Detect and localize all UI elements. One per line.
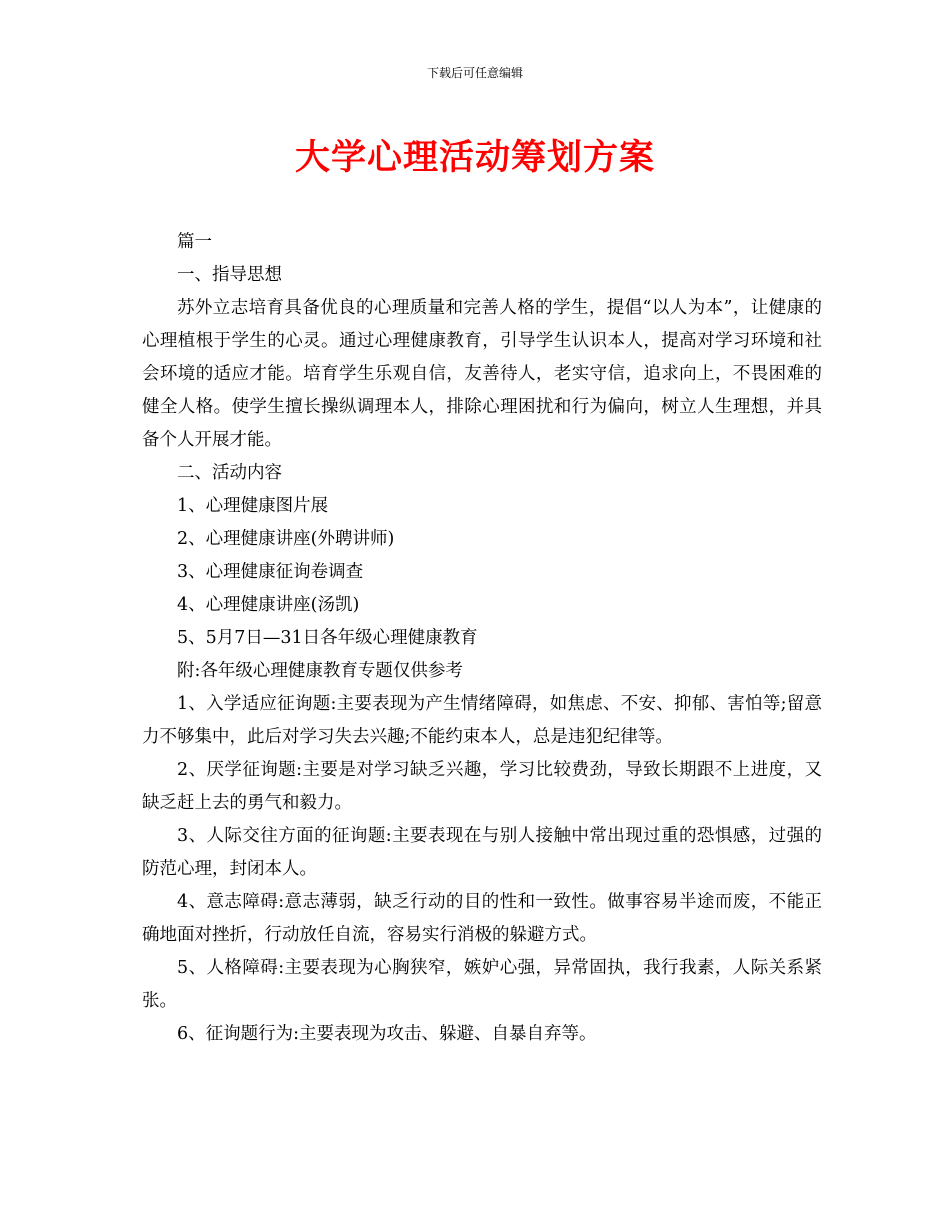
topic-item-2: 2、厌学征询题:主要是对学习缺乏兴趣，学习比较费劲，导致长期跟不上进度，又缺乏赶上去的勇气和毅力。 [142,760,822,813]
document-body [142,226,822,1051]
topic-item-1: 1、入学适应征询题:主要表现为产生情绪障碍，如焦虑、不安、抑郁、害怕等;留意力不够集中，此后对学习失去兴趣;不能约束本人，总是违犯纪律等。 [142,694,822,747]
appendix-note: 附:各年级心理健康教育专题仅供参考 [177,661,463,681]
topic-item-6: 6、征询题行为:主要表现为攻击、躲避、自暴自弃等。 [177,1024,597,1044]
list-item-activity-2: 2、心理健康讲座(外聘讲师) [177,529,395,549]
heading-guiding-ideology: 一、指导思想 [177,265,282,285]
heading-activity-content: 二、活动内容 [177,463,282,483]
list-item-activity-1: 1、心理健康图片展 [177,496,329,516]
list-item-activity-5: 5、5月7日—31日各年级心理健康教育 [177,628,478,648]
topic-item-3: 3、人际交往方面的征询题:主要表现在与别人接触中常出现过重的恐惧感，过强的防范心理，封闭本人。 [142,826,822,879]
list-item-activity-3: 3、心理健康征询卷调查 [177,562,364,582]
list-item-activity-4: 4、心理健康讲座(汤凯) [177,595,360,615]
paragraph-guiding-ideology: 苏外立志培育具备优良的心理质量和完善人格的学生，提倡“以人为本”，让健康的心理植根于学生的心灵。通过心理健康教育，引导学生认识本人，提高对学习环境和社会环境的适应才能。培育学生乐观自信，友善待人，老实守信，追求向上，不畏困难的健全人格。使学生擅长操纵调理本人，排除心理困扰和行为偏向，树立人生理想，并具备个人开展才能。 [142,298,822,450]
paragraph-section-label: 篇一 [177,232,212,252]
page-header-note: 下载后可任意编辑 [426,66,523,80]
document-title: 大学心理活动筹划方案 [294,137,655,178]
topic-item-5: 5、人格障碍:主要表现为心胸狭窄，嫉妒心强，异常固执，我行我素，人际关系紧张。 [142,958,822,1011]
topic-item-4: 4、意志障碍:意志薄弱，缺乏行动的目的性和一致性。做事容易半途而废，不能正确地面对挫折，行动放任自流，容易实行消极的躲避方式。 [142,892,822,945]
